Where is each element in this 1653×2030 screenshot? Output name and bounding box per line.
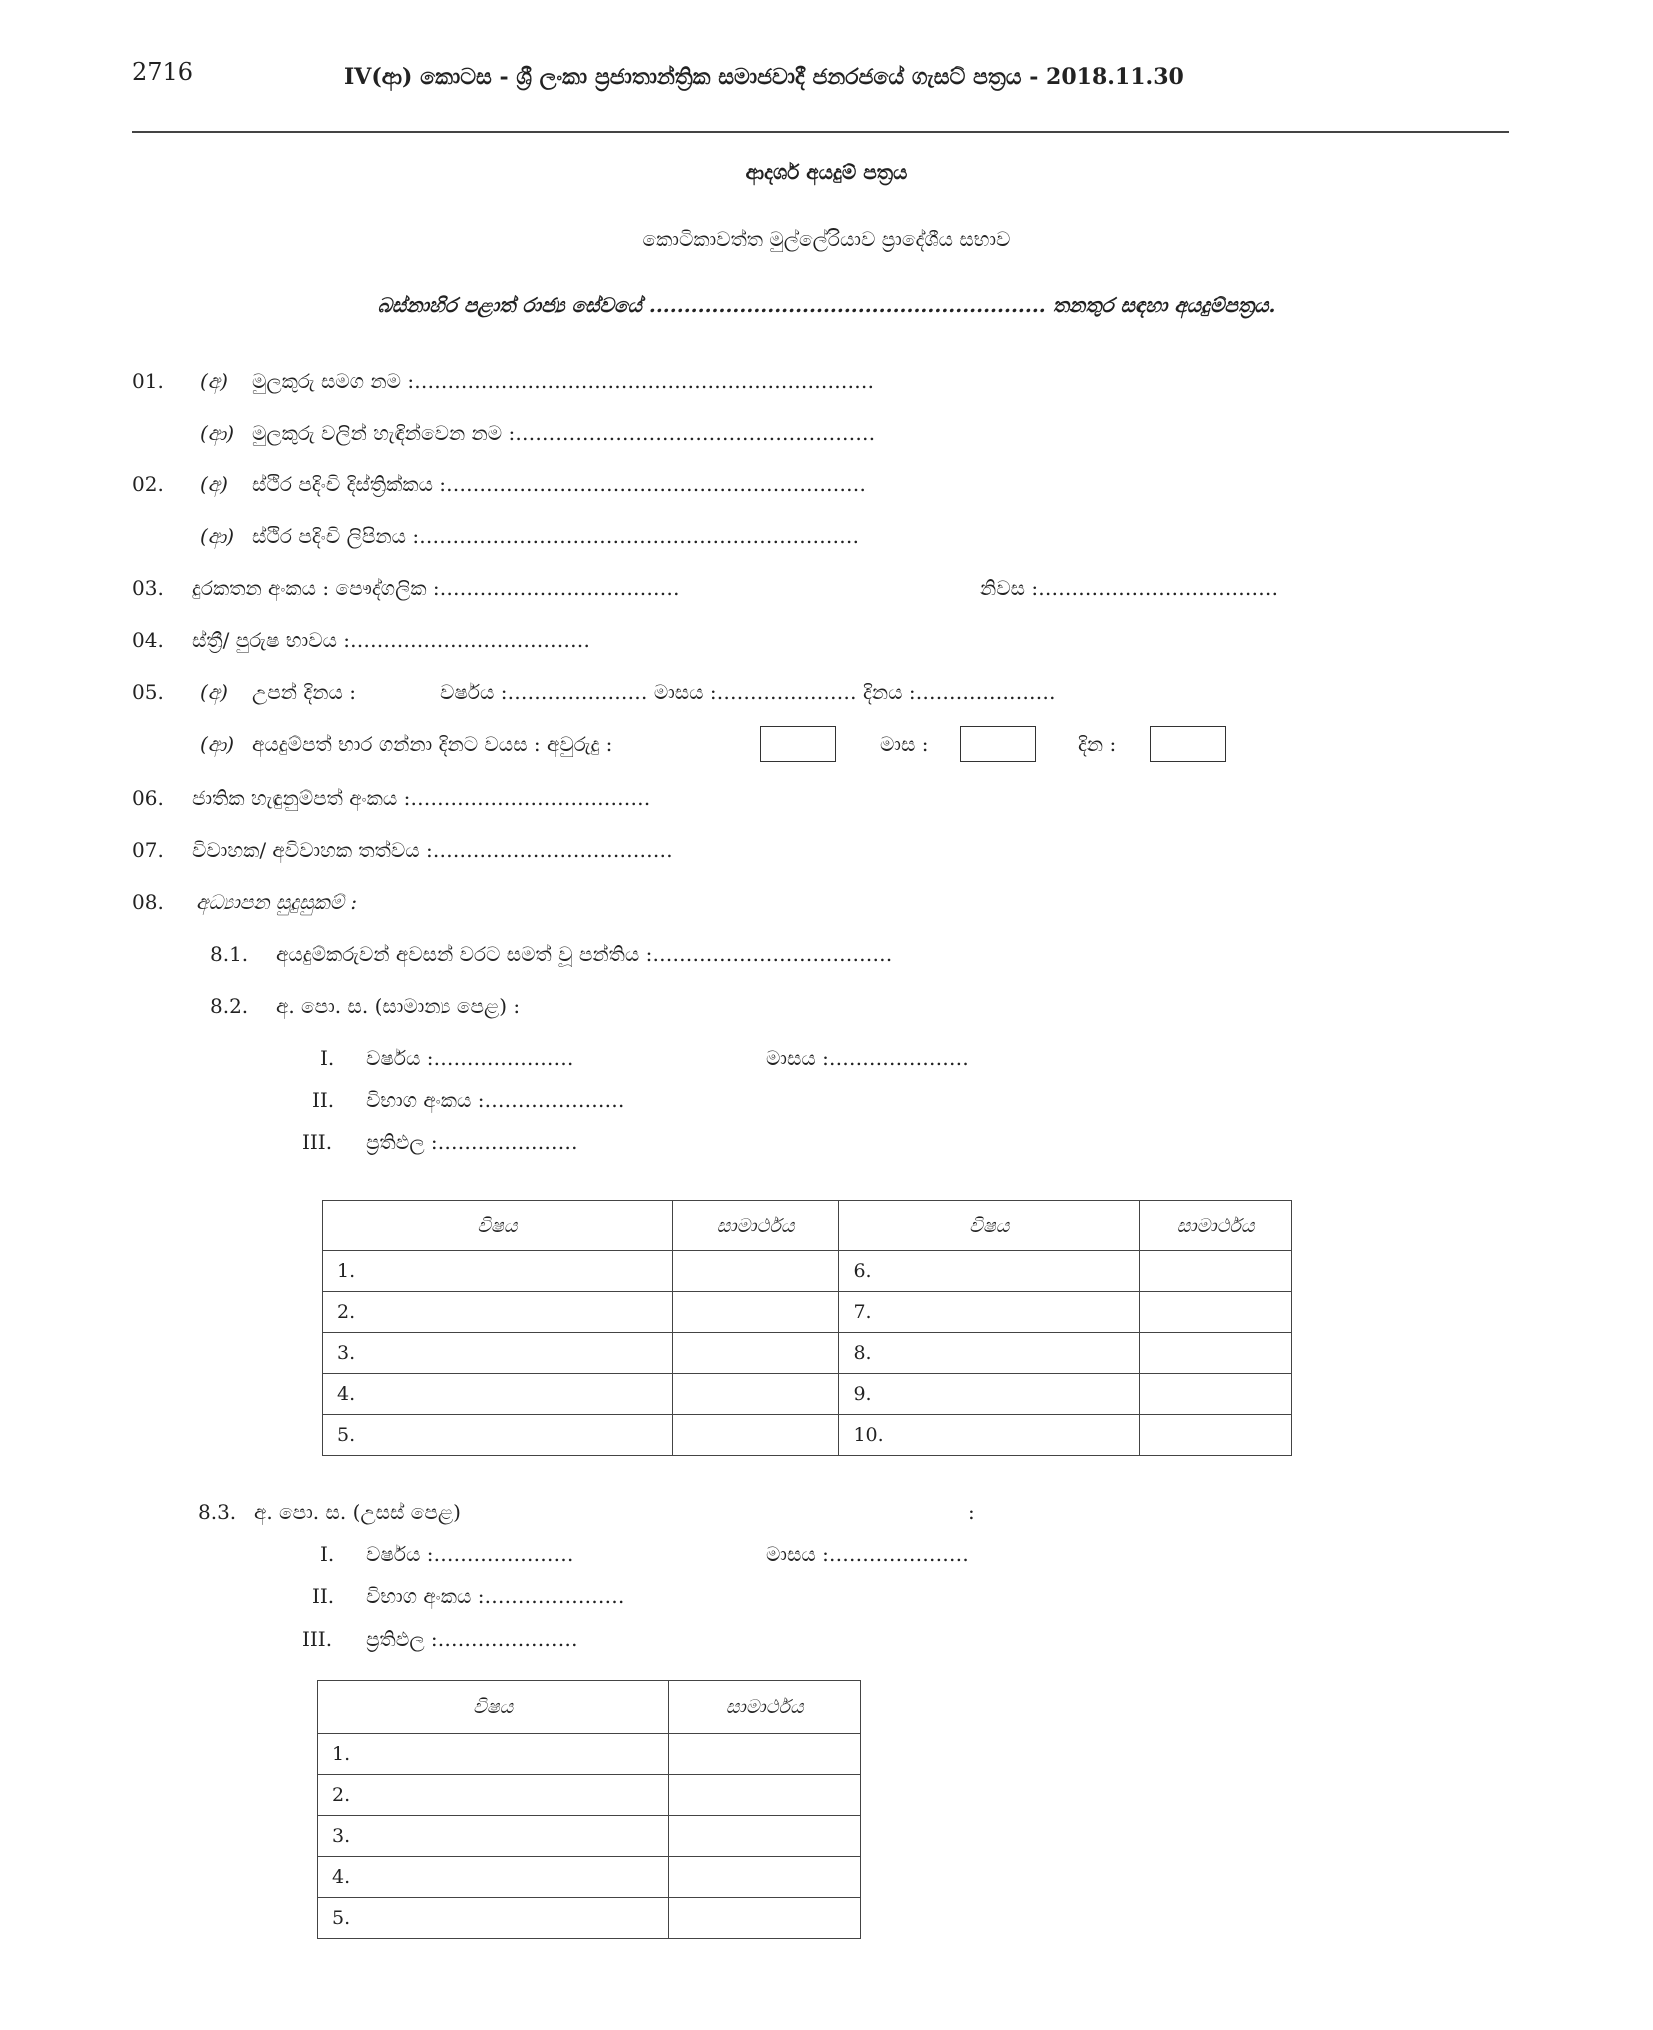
ol-cell[interactable]	[672, 1292, 839, 1333]
q01-number: 01.	[132, 369, 164, 393]
al-cell[interactable]	[669, 1857, 861, 1898]
ol-cell[interactable]	[1140, 1333, 1292, 1374]
al-cell[interactable]	[669, 1816, 861, 1857]
ol-cell[interactable]: 4.	[323, 1374, 673, 1415]
table-row	[323, 1251, 1292, 1292]
q02b-address[interactable]: ස්ථිර පදිංචි ලිපිනය :…………………………………………………………	[252, 524, 860, 548]
ol-cell[interactable]: 8.	[839, 1333, 1140, 1374]
al-cell[interactable]: 5.	[318, 1898, 669, 1939]
table-row	[323, 1333, 1292, 1374]
q83-month[interactable]: මාසය :…………………	[766, 1542, 969, 1566]
q83-ii-number: II.	[312, 1584, 335, 1608]
al-header-pass: සාමාර්ථය	[669, 1681, 861, 1734]
ol-cell[interactable]	[1140, 1251, 1292, 1292]
q02a-district[interactable]: ස්ථිර පදිංචි දිස්ත්‍රික්කය :………………………………………………………	[252, 472, 867, 496]
ol-header-pass-1: සාමාර්ථය	[672, 1201, 839, 1251]
council-name: කොටිකාවත්ත මුල්ලේරියාව ප්‍රාදේශීය සභාව	[642, 227, 1011, 251]
al-results-table	[317, 1680, 861, 1939]
q83-number: 8.3.	[198, 1500, 237, 1524]
ol-cell[interactable]	[672, 1374, 839, 1415]
q82-index-number[interactable]: විභාග අංකය :…………………	[366, 1088, 625, 1112]
q05a-date-of-birth-label: උපන් දිනය :	[252, 680, 356, 704]
q02-number: 02.	[132, 472, 164, 496]
ol-cell[interactable]	[1140, 1292, 1292, 1333]
al-cell[interactable]	[669, 1734, 861, 1775]
q08-number: 08.	[132, 890, 164, 914]
q08-education-heading: අධ්‍යාපන සුදුසුකම් :	[196, 890, 358, 914]
ol-header-subject-1: විෂය	[323, 1201, 673, 1251]
table-row	[318, 1734, 861, 1775]
q02b-letter: (ආ)	[200, 524, 235, 548]
q82-number: 8.2.	[210, 994, 249, 1018]
ol-cell[interactable]: 9.	[839, 1374, 1140, 1415]
q03-number: 03.	[132, 576, 164, 600]
ol-cell[interactable]: 6.	[839, 1251, 1140, 1292]
page-number: 2716	[132, 58, 194, 86]
q83-year[interactable]: වර්ෂය :…………………	[366, 1542, 574, 1566]
age-months-box[interactable]	[960, 726, 1036, 762]
al-cell[interactable]: 4.	[318, 1857, 669, 1898]
q83-al-heading: අ. පො. ස. (උසස් පෙළ)	[254, 1500, 461, 1524]
q05b-days-label: දින :	[1078, 732, 1117, 756]
q82-ii-number: II.	[312, 1088, 335, 1112]
q05b-months-label: මාස :	[880, 732, 929, 756]
q82-results[interactable]: ප්‍රතිඵල :…………………	[366, 1130, 578, 1154]
form-title: ආදර්ශ අයදුම් පත්‍රය	[745, 160, 908, 184]
al-header-subject: විෂය	[318, 1681, 669, 1734]
q03-phone-home[interactable]: නිවස :………………………………	[980, 576, 1279, 600]
ol-cell[interactable]	[1140, 1374, 1292, 1415]
ol-cell[interactable]	[672, 1251, 839, 1292]
q02a-letter: (අ)	[200, 472, 228, 496]
ol-cell[interactable]: 1.	[323, 1251, 673, 1292]
post-line: බස්නාහිර පළාත් රාජ්‍ය සේවයේ ......................................................... තනතුර සඳහා අයදුම්පත්‍රය.	[377, 293, 1276, 317]
q03-phone-personal[interactable]: දුරකතන අංකය : පෞද්ගලික :………………………………	[192, 576, 680, 600]
q06-nic-number[interactable]: ජාතික හැඳුනුම්පත් අංකය :………………………………	[192, 786, 651, 810]
q83-iii-number: III.	[302, 1627, 333, 1651]
table-row	[318, 1857, 861, 1898]
q05b-age-label: අයදුම්පත් භාර ගන්නා දිනට වයස : අවුරුදු :	[252, 732, 613, 756]
table-row	[318, 1816, 861, 1857]
q83-results[interactable]: ප්‍රතිඵල :…………………	[366, 1627, 578, 1651]
table-row	[318, 1775, 861, 1816]
ol-cell[interactable]: 3.	[323, 1333, 673, 1374]
ol-cell[interactable]	[672, 1333, 839, 1374]
q05a-dob-fields[interactable]: වර්ෂය :………………… මාසය :………………… දිනය :…………………	[440, 680, 1056, 704]
q83-index-number[interactable]: විභාග අංකය :…………………	[366, 1584, 625, 1608]
ol-cell[interactable]: 7.	[839, 1292, 1140, 1333]
table-row	[323, 1292, 1292, 1333]
table-row	[318, 1898, 861, 1939]
q05-number: 05.	[132, 680, 164, 704]
header-rule	[132, 131, 1509, 133]
q05a-letter: (අ)	[200, 680, 228, 704]
q82-ol-heading: අ. පො. ස. (සාමාන්‍ය පෙළ) :	[276, 994, 521, 1018]
al-cell[interactable]	[669, 1898, 861, 1939]
q82-iii-number: III.	[302, 1130, 333, 1154]
q81-last-grade[interactable]: අයදුම්කරුවන් අවසන් වරට සමත් වූ පන්තිය :………………………………	[276, 942, 893, 966]
q07-number: 07.	[132, 838, 164, 862]
q04-gender[interactable]: ස්ත්‍රී/ පුරුෂ භාවය :………………………………	[192, 628, 591, 652]
q01b-letter: (ආ)	[200, 421, 235, 445]
q07-marital-status[interactable]: විවාහක/ අවිවාහක තත්වය :………………………………	[192, 838, 673, 862]
ol-cell[interactable]: 10.	[839, 1415, 1140, 1456]
q83-colon: :	[968, 1500, 975, 1524]
q06-number: 06.	[132, 786, 164, 810]
running-head: IV(ආ) කොටස - ශ්‍රී ලංකා ප්‍රජාතාන්ත්‍රික සමාජවාදී ජනරජයේ ගැසට් පත්‍රය - 2018.11.30	[344, 64, 1184, 90]
age-years-box[interactable]	[760, 726, 836, 762]
ol-header-pass-2: සාමාර්ථය	[1140, 1201, 1292, 1251]
al-cell[interactable]: 1.	[318, 1734, 669, 1775]
ol-cell[interactable]: 5.	[323, 1415, 673, 1456]
ol-cell[interactable]: 2.	[323, 1292, 673, 1333]
q01a-letter: (අ)	[200, 369, 228, 393]
table-row	[323, 1374, 1292, 1415]
age-days-box[interactable]	[1150, 726, 1226, 762]
q81-number: 8.1.	[210, 942, 249, 966]
al-cell[interactable]	[669, 1775, 861, 1816]
ol-results-table	[322, 1200, 1292, 1456]
q82-i-number: I.	[320, 1046, 335, 1070]
q83-i-number: I.	[320, 1542, 335, 1566]
q01b-name-denoted-by-initials[interactable]: මුලකුරු වලින් හැඳින්වෙන නම :………………………………………………	[252, 421, 876, 445]
q04-number: 04.	[132, 628, 164, 652]
al-cell[interactable]: 2.	[318, 1775, 669, 1816]
q82-month[interactable]: මාසය :…………………	[766, 1046, 969, 1070]
al-cell[interactable]: 3.	[318, 1816, 669, 1857]
q82-year[interactable]: වර්ෂය :…………………	[366, 1046, 574, 1070]
q05b-letter: (ආ)	[200, 732, 235, 756]
table-row	[323, 1415, 1292, 1456]
ol-header-subject-2: විෂය	[839, 1201, 1140, 1251]
ol-cell[interactable]	[672, 1415, 839, 1456]
q01a-name-with-initials[interactable]: මුලකුරු සමග නම :……………………………………………………………	[252, 369, 875, 393]
ol-cell[interactable]	[1140, 1415, 1292, 1456]
